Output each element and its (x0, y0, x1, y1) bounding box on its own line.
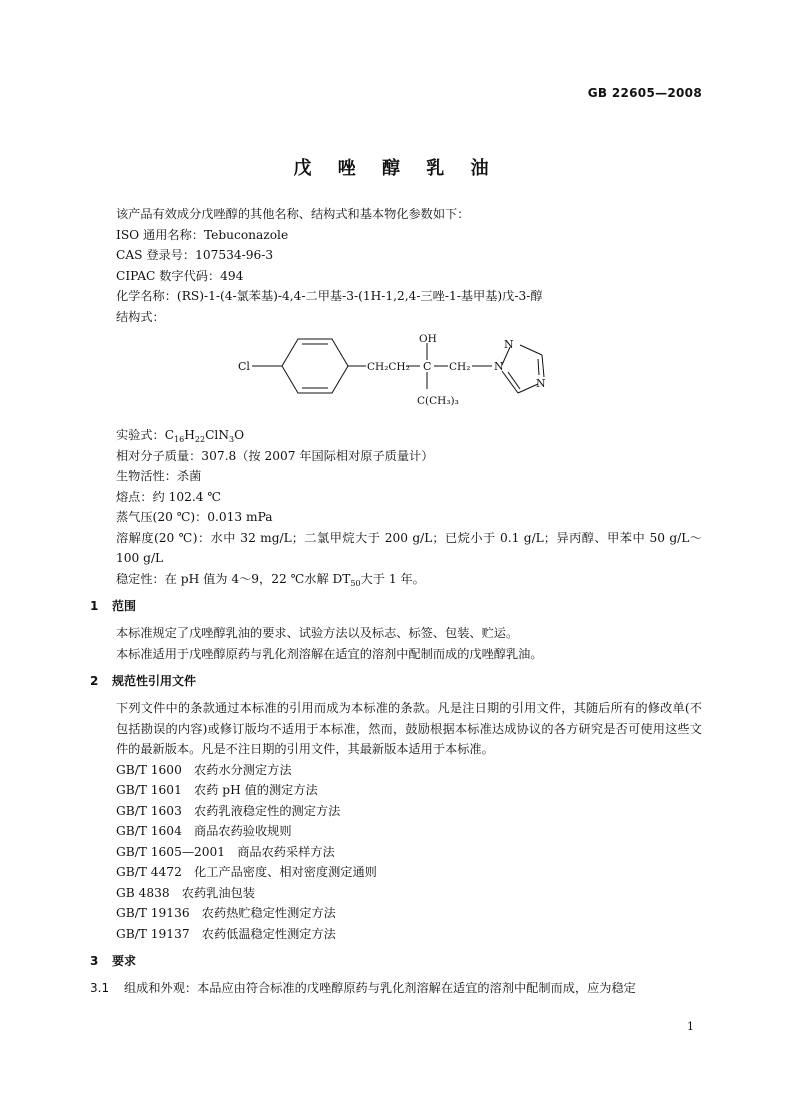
iso-name: ISO 通用名称：Tebuconazole (116, 227, 289, 242)
formula-value: $C_{16}H_{22}ClN_3O$ (164, 428, 245, 444)
reference-item (90, 883, 702, 904)
reference-item (90, 924, 702, 945)
standard-number: GB 22605—2008 (587, 86, 702, 100)
section-2-title: 规范性引用文件 (112, 674, 197, 688)
ref-title: 化工产品密度、相对密度测定通则 (194, 865, 377, 879)
section-1-number: 1 (90, 599, 99, 613)
page-number: 1 (687, 1020, 694, 1033)
reference-item (90, 780, 702, 801)
atom-ch2ch2: CH₂CH₂ (367, 361, 410, 373)
ref-title: 商品农药采样方法 (237, 844, 335, 859)
vapor-pressure: 蒸气压(20 ℃)：0.013 mPa (116, 510, 273, 524)
solubility: 溶解度(20 ℃)：水中 32 mg/L；二氯甲烷大于 200 g/L；已烷小于 0.1 g/L；异丙醇、甲苯中 50 g/L～100 g/L (116, 530, 702, 565)
atom-oh: OH (419, 333, 437, 345)
ref-title: 农药乳油包装 (181, 885, 255, 900)
empirical-formula (90, 425, 702, 446)
section-3-title: 要求 (112, 954, 137, 968)
reference-item (90, 862, 702, 883)
clause-text: 组成和外观：本品应由符合标准的戊唑醇原药与乳化剂溶解在适宜的溶剂中配制而成，应为稳定 (124, 981, 636, 995)
ref-title: 农药低温稳定性测定方法 (201, 926, 336, 941)
ref-code: GB/T 19136 (116, 906, 190, 920)
formula-label: 实验式： (116, 428, 165, 442)
document-body (90, 204, 702, 999)
clause-3-1 (90, 978, 702, 999)
stability-suffix: 大于 1 年。 (360, 571, 425, 586)
atom-ch2: CH₂ (449, 361, 471, 373)
molar-mass: 相对分子质量：307.8（按 2007 年国际相对原子质量计） (116, 448, 434, 463)
ref-code: GB/T 1604 (116, 824, 182, 838)
reference-list (90, 760, 702, 945)
atom-n2: N (504, 338, 514, 351)
stability-prefix: 稳定性：在 pH 值为 4～9，22 ℃水解 DT (116, 571, 351, 586)
intro-lead: 该产品有效成分戊唑醇的其他名称、结构式和基本物化参数如下： (116, 207, 470, 221)
reference-item (90, 821, 702, 842)
document-title: 戊 唑 醇 乳 油 (293, 158, 499, 179)
ref-title: 农药热贮稳定性测定方法 (201, 906, 336, 920)
stability (90, 569, 702, 590)
structural-formula (90, 329, 702, 421)
ref-code: GB 4838 (116, 885, 170, 900)
ref-code: GB/T 1603 (116, 803, 182, 818)
cipac-code: CIPAC 数字代码：494 (116, 268, 244, 283)
ref-code: GB/T 19137 (116, 926, 190, 941)
ref-code: GB/T 1600 (116, 762, 182, 777)
reference-item (90, 903, 702, 924)
ref-code: GB/T 1605—2001 (116, 844, 226, 859)
atom-n3: N (536, 377, 546, 390)
stability-sub: 50 (350, 578, 361, 588)
ref-code: GB/T 4472 (116, 865, 182, 879)
section-2-number: 2 (90, 674, 99, 688)
scope-paragraph-2: 本标准适用于戊唑醇原药与乳化剂溶解在适宜的溶剂中配制而成的戊唑醇乳油。 (116, 646, 543, 661)
ref-title: 农药水分测定方法 (194, 762, 292, 777)
chemical-name: 化学名称：(RS)-1-(4-氯苯基)-4,4-二甲基-3-(1H-1,2,4-三唑-1-基甲基)戊-3-醇 (116, 289, 543, 303)
ref-title: 农药 pH 值的测定方法 (194, 783, 318, 797)
atom-c: C (423, 360, 432, 373)
cas-number: CAS 登录号：107534-96-3 (116, 248, 274, 262)
clause-number: 3.1 (90, 981, 110, 995)
structure-label: 结构式： (116, 309, 165, 324)
melting-point: 熔点：约 102.4 ℃ (116, 489, 222, 504)
reference-item (90, 760, 702, 781)
scope-paragraph-1: 本标准规定了戊唑醇乳油的要求、试验方法以及标志、标签、包装、贮运。 (116, 626, 519, 640)
section-3-heading (90, 952, 702, 970)
section-3-number: 3 (90, 954, 99, 968)
atom-n1: N (494, 360, 504, 373)
reference-item (90, 801, 702, 822)
ref-title: 商品农药验收规则 (194, 824, 292, 838)
section-1-title: 范围 (112, 599, 137, 613)
ref-title: 农药乳液稳定性的测定方法 (194, 803, 341, 818)
section-2-heading (90, 672, 702, 690)
reference-item (90, 842, 702, 863)
normative-intro: 下列文件中的条款通过本标准的引用而成为本标准的条款。凡是注日期的引用文件，其随后所有的修改单(不包括勘误的内容)或修订版均不适用于本标准，然而，鼓励根据本标准达成协议的各方研究是否可使用这些文件的最新版本。凡是不注日期的引用文件，其最新版本适用于本标准。 (116, 701, 702, 756)
atom-cl: Cl (238, 360, 250, 373)
bioactivity: 生物活性：杀菌 (116, 469, 202, 483)
ref-code: GB/T 1601 (116, 783, 182, 797)
section-1-heading (90, 597, 702, 615)
atom-cme3: C(CH₃)₃ (417, 395, 459, 407)
